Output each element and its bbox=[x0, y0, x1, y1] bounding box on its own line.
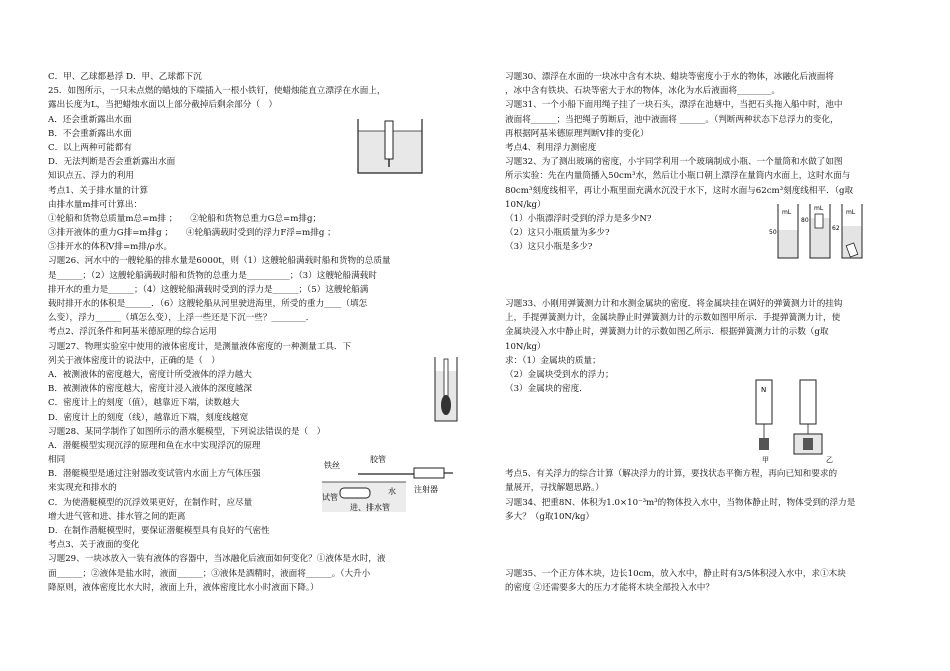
text-line: 习题28、某同学制作了如图所示的潜水艇模型，下列说法错误的是（ ） bbox=[48, 426, 326, 437]
text-line: 再根据阿基米德原理判断V排的变化） bbox=[505, 128, 649, 139]
spring-balance-figure bbox=[748, 376, 840, 464]
scale-unit: N bbox=[761, 386, 767, 394]
text-line: 25．如图所示，一只未点燃的蜡烛的下端插入一根小铁钉，使蜡烛能直立漂浮在水面上， bbox=[48, 86, 386, 97]
text-line: 相同 bbox=[48, 455, 66, 466]
text-line: 习题32、为了测出玻璃的密度，小宇同学利用一个玻璃制成小瓶、一个量筒和水做了如图 bbox=[505, 157, 843, 168]
text-line: ，冰中含有铁块、石块等密大于水的物体，冰化为水后液面将________。 bbox=[505, 86, 781, 97]
text-line: 10N/kg） bbox=[505, 199, 546, 210]
text-line: 习题33、小刚用弹簧测力计和水测金属块的密度．将金属块挂在调好的弹簧测力计的挂钩 bbox=[505, 299, 843, 309]
measuring-cylinders-figure bbox=[770, 200, 870, 260]
topic-heading: 考点3、关于液面的变化 bbox=[48, 540, 140, 551]
text-line: B．潜艇模型是通过注射器改变试管内水面上方气体压强 bbox=[48, 469, 261, 480]
spring-balance-b bbox=[794, 380, 833, 464]
text-line: A．潜艇模型实现沉浮的原理和鱼在水中实现浮沉的原理 bbox=[48, 440, 261, 451]
hydrometer-stem bbox=[444, 359, 448, 397]
cylinder-unit-label: mL bbox=[814, 205, 824, 212]
text-line: （3）金属块的密度． bbox=[505, 384, 588, 395]
text-line: C．为使潜艇模型的沉浮效果更好，在制作时，应尽量 bbox=[48, 497, 253, 508]
text-line: 么变），浮力______（填怎么变），上浮一些还是下沉一些？________． bbox=[48, 313, 315, 324]
text-line: 载时排开水的体积是______．（6）这艘轮船从河里驶进海里，所受的重力____（填怎 bbox=[48, 299, 368, 309]
text-line: B．被测液体的密度越大，密度计浸入液体的深度越深 bbox=[48, 384, 252, 395]
syringe bbox=[414, 468, 444, 478]
metal-block bbox=[759, 438, 769, 450]
reading-label: 80 bbox=[801, 217, 809, 224]
text-line: 是______；（2）这艘轮船满载时船和货物的总重力是__________；（3）这艘轮船满载时 bbox=[48, 270, 377, 281]
text-line: 习题27、物理实验室中使用的液体密度计，是测量液体密度的一种测量工具．下 bbox=[48, 341, 352, 352]
text-line: 露出长度为L，当把蜡烛水面以上部分截掉后剩余部分（ ） bbox=[48, 100, 278, 111]
text-line: 求：（1）金属块的质量； bbox=[505, 355, 601, 366]
test-tube bbox=[340, 488, 370, 498]
text-line: 多大？（g取10N/kg） bbox=[505, 511, 595, 522]
text-line: A．还会重新露出水面 bbox=[48, 114, 132, 125]
text-line: （3）这只小瓶是多少? bbox=[505, 242, 593, 253]
syringe-label: 注射器 bbox=[414, 485, 438, 494]
cylinder-1 bbox=[769, 204, 798, 258]
cylinder-3 bbox=[832, 204, 862, 258]
text-line: 面______；②液体是盐水时，液面______；③液体是酒精时，液面将______。（大升小 bbox=[48, 568, 371, 579]
text-line: 金属块浸入水中静止时，弹簧测力计的示数如图乙所示．根据弹簧测力计的示数（g取 bbox=[505, 327, 829, 338]
text-line: ③排开液体的重力G排=m排g ； ④轮船满载时受到的浮力F浮=m排g ； bbox=[48, 228, 336, 239]
text-line: 液面将______；当把绳子剪断后，池中液面将 ______。（判断两种状态下总浮力的变化， bbox=[505, 114, 839, 125]
caption-left: 甲 bbox=[762, 456, 769, 464]
text-line: 增大进气管和进、排水管之间的距离 bbox=[48, 511, 186, 522]
text-line: 降原则，液体密度比水大时，液面上升，液体密度比水小时液面下降。） bbox=[48, 582, 319, 593]
right-column bbox=[505, 70, 905, 595]
text-line: 列关于液体密度计的说法中，正确的是（ ） bbox=[48, 355, 220, 366]
text-line: 习题30、漂浮在水面的一块冰中含有木块、蜡块等密度小于水的物体，冰融化后液面将 bbox=[505, 72, 834, 82]
text-line: C．以上两种可能都有 bbox=[48, 142, 132, 153]
section-heading: 知识点五、浮力的利用 bbox=[48, 171, 134, 182]
text-line: 习题31、一个小船下面用绳子挂了一块石头，漂浮在池塘中，当把石头拖入船中时，池中 bbox=[505, 100, 843, 111]
candle-beaker-figure bbox=[352, 117, 430, 177]
test-tube-label: 试管 bbox=[322, 493, 338, 502]
topic-heading: 考点2、浮沉条件和阿基米德原理的综合运用 bbox=[48, 327, 217, 338]
text-line: ⑤排开水的体积V排=m排/ρ水。 bbox=[48, 242, 173, 253]
text-line: 所示实验：先在内量筒播入50cm³水，然后让小瓶口朝上漂浮在量筒内水面上，这时水面与 bbox=[505, 171, 851, 182]
topic-heading: 考点4、利用浮力测密度 bbox=[505, 142, 597, 153]
text-line: 量展开，寻找解题思路。） bbox=[505, 483, 604, 494]
caption-right: 乙 bbox=[826, 456, 833, 464]
text-line: 习题34、把重8N、体积为1.0×10⁻³m³的物体投入水中，当物体静止时，物体受到的浮力是 bbox=[505, 497, 856, 508]
text-line: 习题26、河水中的一艘轮船的排水量是6000t，则（1）这艘轮船满载时船和货物的总质量 bbox=[48, 256, 391, 267]
text-line: 10N/kg） bbox=[505, 341, 546, 352]
cylinder-unit-label: mL bbox=[782, 209, 792, 216]
text-line: B．不会重新露出水面 bbox=[48, 128, 132, 139]
text-line: （2）金属块受到水的浮力； bbox=[505, 369, 614, 380]
text-line: D．无法判断是否会重新露出水面 bbox=[48, 157, 176, 168]
inlet-label: 进、排水管 bbox=[350, 503, 390, 512]
cylinder-unit-label: mL bbox=[846, 209, 856, 216]
text-line: 由排水量m排可计算出： bbox=[48, 199, 143, 210]
text-line: （1）小瓶漂浮时受到的浮力是多少N? bbox=[505, 213, 652, 224]
text-line: 80cm³刻度线相平，再让小瓶里面充满水沉没于水下，这时水面与62cm³刻度线相平．（g取 bbox=[505, 185, 854, 196]
text-line: 排开水的重力是______；（4）这艘轮船满载时受到的浮力是______；（5）这艘轮船满 bbox=[48, 284, 369, 295]
text-line: 习题35、一个正方体木块，边长10cm，放入水中，静止时有3/5体积浸入水中，求①木块 bbox=[505, 568, 846, 579]
hydrometer-bulb bbox=[441, 395, 451, 415]
metal-block bbox=[803, 438, 813, 450]
reading-label: 62 bbox=[832, 225, 840, 232]
reading-label: 50 bbox=[769, 229, 777, 236]
text-line: A．被测液体的密度越大，密度计所受液体的浮力越大 bbox=[48, 369, 252, 380]
text-line: C．甲、乙球都悬浮 D．甲、乙球都下沉 bbox=[48, 72, 202, 82]
hydrometer-figure bbox=[432, 355, 460, 423]
water-label: 水 bbox=[388, 487, 396, 496]
floating-bottle bbox=[815, 214, 823, 228]
submarine-model-figure bbox=[322, 448, 454, 514]
text-line: D．在制作潜艇模型时，要保证潜艇模型具有良好的气密性 bbox=[48, 526, 270, 536]
hose-label: 胶管 bbox=[370, 455, 386, 464]
text-line: C．密度计上的刻度（值），越靠近下端，读数越大 bbox=[48, 398, 240, 409]
spring-balance-a bbox=[756, 380, 772, 464]
text-line: D．密度计上的刻度（线），越靠近下端，刻度线越宽 bbox=[48, 412, 249, 423]
text-line: （2）这只小瓶质量为多少? bbox=[505, 228, 610, 239]
text-line: 来实现充和排水的 bbox=[48, 483, 117, 494]
text-line: 的密度 ②还需要多大的压力才能将木块全部投入水中？ bbox=[505, 582, 714, 593]
topic-heading: 考点5、有关浮力的综合计算（解决浮力的计算，要找状态平衡方程，再向已知和要求的 bbox=[505, 469, 838, 480]
text-line: 习题29、一块冰放入一装有液体的容器中，当冰融化后液面如何变化？①液体是水时，液 bbox=[48, 554, 386, 565]
iron-wire-label: 铁丝 bbox=[324, 461, 340, 470]
text-line: 上，手提弹簧测力计，金属块静止时弹簧测力计的示数如图甲所示．手提弹簧测力计，使 bbox=[505, 313, 841, 324]
topic-heading: 考点1、关于排水量的计算 bbox=[48, 185, 148, 196]
candle bbox=[385, 121, 393, 159]
cylinder-2 bbox=[801, 204, 830, 258]
text-line: ①轮船和货物总质量m总=m排 ； ②轮船和货物总重力G总=m排g； bbox=[48, 213, 322, 224]
